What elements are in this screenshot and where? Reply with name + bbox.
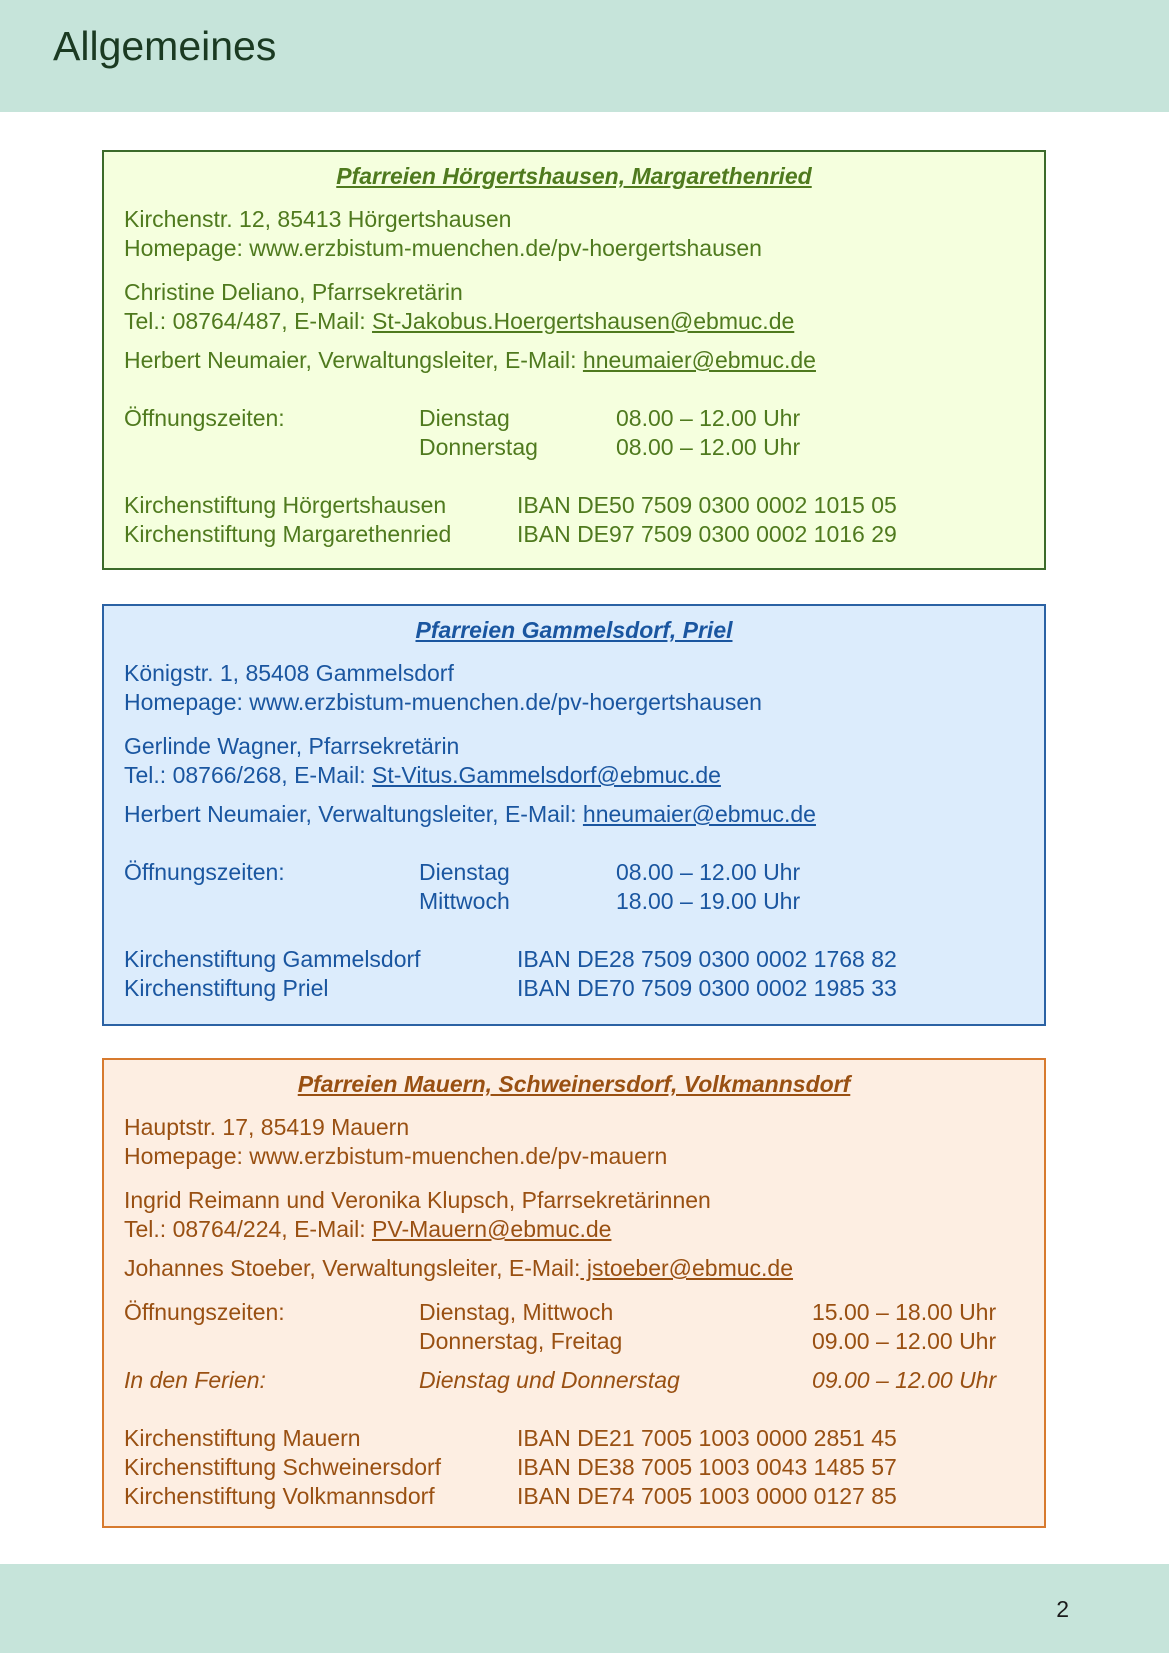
email-link[interactable]: St-Vitus.Gammelsdorf@ebmuc.de	[372, 762, 721, 788]
phone: Tel.: 08764/224, E-Mail:	[124, 1216, 373, 1242]
hours-row	[124, 1298, 1024, 1327]
phone: Tel.: 08764/487, E-Mail:	[124, 308, 373, 334]
account-iban: IBAN DE50 7509 0300 0002 1015 05	[517, 492, 897, 518]
holiday-hours-row	[124, 1366, 1024, 1395]
account-name: Kirchenstiftung Mauern	[124, 1425, 361, 1451]
account-iban: IBAN DE97 7509 0300 0002 1016 29	[517, 521, 897, 547]
hours-time: 15.00 – 18.00 Uhr	[812, 1299, 997, 1325]
hours-day: Dienstag, Mittwoch	[419, 1299, 614, 1325]
account-iban: IBAN DE74 7005 1003 0000 0127 85	[517, 1483, 897, 1509]
account-row	[124, 974, 1024, 1003]
account-name: Kirchenstiftung Hörgertshausen	[124, 492, 447, 518]
admin-email-link[interactable]: jstoeber@ebmuc.de	[580, 1255, 794, 1281]
hours-day: Dienstag	[419, 405, 510, 431]
account-name: Kirchenstiftung Volkmannsdorf	[124, 1483, 435, 1509]
account-row	[124, 1482, 1024, 1511]
account-iban: IBAN DE28 7509 0300 0002 1768 82	[517, 946, 897, 972]
parish-box-gammelsdorf	[102, 604, 1046, 1026]
admin-email-link[interactable]: hneumaier@ebmuc.de	[582, 801, 816, 827]
hours-row	[124, 433, 1024, 462]
account-iban: IBAN DE21 7005 1003 0000 2851 45	[517, 1425, 897, 1451]
hours-day: Mittwoch	[419, 888, 510, 914]
page-number: 2	[1056, 1596, 1069, 1622]
address: Hauptstr. 17, 85419 Mauern	[124, 1114, 410, 1140]
hours-label: Öffnungszeiten:	[124, 859, 285, 885]
admin: Johannes Stoeber, Verwaltungsleiter, E-Mail:	[124, 1255, 581, 1281]
account-name: Kirchenstiftung Margarethenried	[124, 521, 452, 547]
email-link[interactable]: PV-Mauern@ebmuc.de	[372, 1216, 612, 1242]
hours-day: Donnerstag, Freitag	[419, 1328, 623, 1354]
admin-line	[124, 346, 1024, 375]
hours-row	[124, 858, 1024, 887]
hours-time: 18.00 – 19.00 Uhr	[616, 888, 801, 914]
hours-time: 09.00 – 12.00 Uhr	[812, 1328, 997, 1354]
account-name: Kirchenstiftung Gammelsdorf	[124, 946, 421, 972]
hours-day: Donnerstag	[419, 434, 538, 460]
homepage-link[interactable]: Homepage: www.erzbistum-muenchen.de/pv-hoergertshausen	[124, 689, 762, 715]
admin: Herbert Neumaier, Verwaltungsleiter, E-Mail:	[124, 801, 583, 827]
account-row	[124, 520, 1024, 549]
parish-title: Pfarreien Gammelsdorf, Priel	[415, 617, 733, 643]
hours-day: Dienstag	[419, 859, 510, 885]
page-header	[0, 0, 1169, 112]
hours-time: 08.00 – 12.00 Uhr	[616, 859, 801, 885]
hours-row	[124, 404, 1024, 433]
admin-line	[124, 800, 1024, 829]
account-iban: IBAN DE38 7005 1003 0043 1485 57	[517, 1454, 897, 1480]
parish-box-mauern	[102, 1058, 1046, 1528]
homepage-link[interactable]: Homepage: www.erzbistum-muenchen.de/pv-mauern	[124, 1143, 668, 1169]
address: Kirchenstr. 12, 85413 Hörgertshausen	[124, 206, 512, 232]
contact-line	[124, 761, 1024, 790]
admin-email-link[interactable]: hneumaier@ebmuc.de	[582, 347, 816, 373]
account-name: Kirchenstiftung Priel	[124, 975, 329, 1001]
secretary: Christine Deliano, Pfarrsekretärin	[124, 279, 463, 305]
hours-row	[124, 1327, 1024, 1356]
holiday-time: 09.00 – 12.00 Uhr	[812, 1367, 997, 1393]
page-title: Allgemeines	[53, 23, 277, 69]
account-row	[124, 491, 1024, 520]
hours-time: 08.00 – 12.00 Uhr	[616, 405, 801, 431]
account-name: Kirchenstiftung Schweinersdorf	[124, 1454, 442, 1480]
hours-time: 08.00 – 12.00 Uhr	[616, 434, 801, 460]
contact-line	[124, 1215, 1024, 1244]
homepage-link[interactable]: Homepage: www.erzbistum-muenchen.de/pv-hoergertshausen	[124, 235, 762, 261]
admin: Herbert Neumaier, Verwaltungsleiter, E-Mail:	[124, 347, 583, 373]
phone: Tel.: 08766/268, E-Mail:	[124, 762, 373, 788]
address: Königstr. 1, 85408 Gammelsdorf	[124, 660, 454, 686]
account-row	[124, 1453, 1024, 1482]
secretary: Ingrid Reimann und Veronika Klupsch, Pfarrsekretärinnen	[124, 1187, 711, 1213]
holiday-label: In den Ferien:	[124, 1367, 266, 1393]
parish-title: Pfarreien Mauern, Schweinersdorf, Volkmannsdorf	[297, 1071, 851, 1097]
admin-line	[124, 1254, 1024, 1283]
account-row	[124, 1424, 1024, 1453]
hours-label: Öffnungszeiten:	[124, 1299, 285, 1325]
hours-row	[124, 887, 1024, 916]
account-iban: IBAN DE70 7509 0300 0002 1985 33	[517, 975, 897, 1001]
parish-title: Pfarreien Hörgertshausen, Margarethenried	[336, 163, 812, 189]
hours-label: Öffnungszeiten:	[124, 405, 285, 431]
parish-box-hoergertshausen	[102, 150, 1046, 570]
contact-line	[124, 307, 1024, 336]
secretary: Gerlinde Wagner, Pfarrsekretärin	[124, 733, 460, 759]
page-footer	[0, 1564, 1169, 1653]
email-link[interactable]: St-Jakobus.Hoergertshausen@ebmuc.de	[372, 308, 795, 334]
holiday-day: Dienstag und Donnerstag	[419, 1367, 680, 1393]
account-row	[124, 945, 1024, 974]
